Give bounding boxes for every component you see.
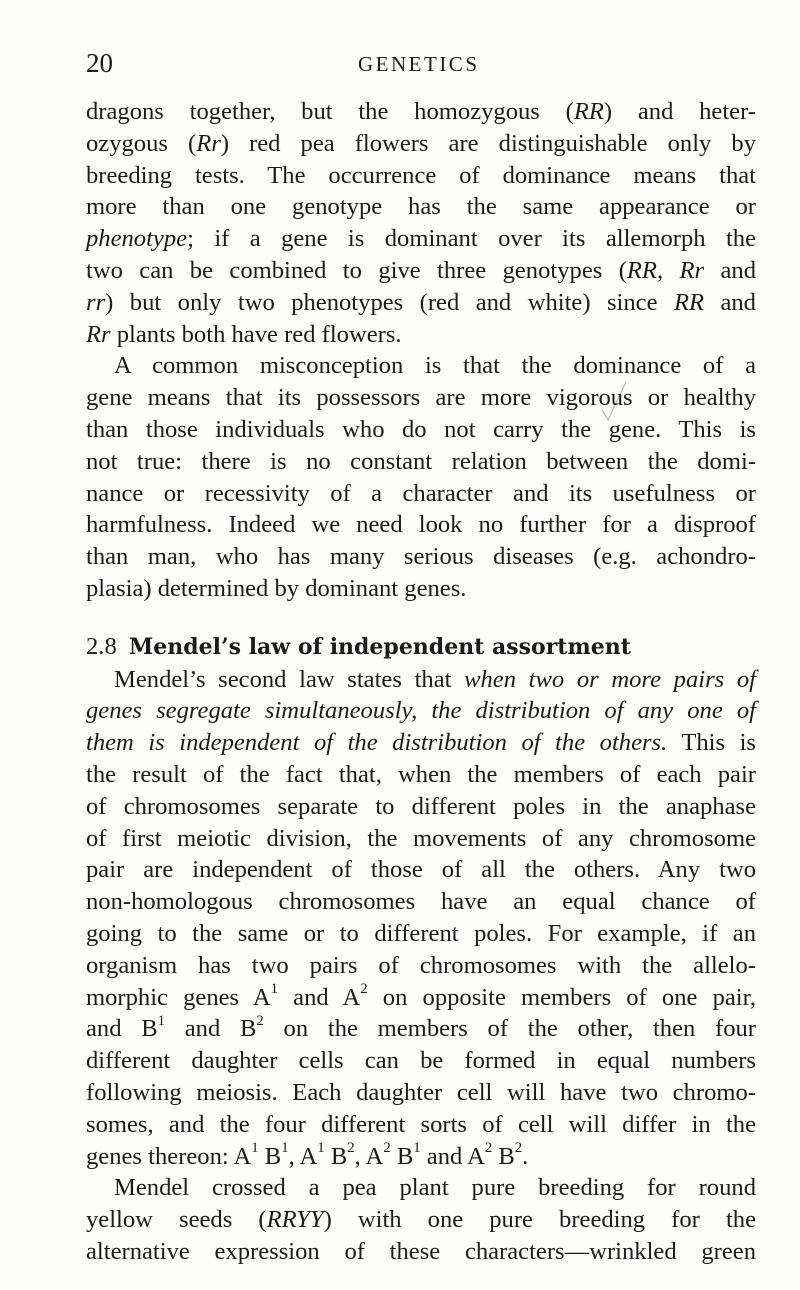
text-line: plasia) determined by dominant genes. <box>86 574 467 602</box>
book-page <box>86 48 756 1268</box>
text-line: of chromosomes separate to different poles in the anaphase <box>86 792 756 820</box>
text-line: of first meiotic division, the movements of any chromosome <box>86 824 756 852</box>
paragraph-misconception <box>86 350 756 604</box>
text-line: different daughter cells can be formed in equal numbers <box>86 1047 756 1075</box>
text-line: rr) but only two phenotypes (red and white) since RR and <box>86 288 756 316</box>
text-line: yellow seeds (RRYY) with one pure breeding for the <box>86 1206 757 1234</box>
page-number: 20 <box>86 48 113 78</box>
text-line: dragons together, but the homozygous (RR) and heter- <box>86 98 756 125</box>
text-line: phenotype; if a gene is dominant over its allemorph the <box>86 225 756 253</box>
text-line: pair are independent of those of all the others. Any two <box>86 856 756 884</box>
text-line: the result of the fact that, when the members of each pair <box>86 760 756 788</box>
text-line: genes thereon: $A^1$ $B^1$, $A^1$ $B^2$, $A^2$ $B^1$ and $A^2$ $B^2$. <box>86 1140 529 1170</box>
text-line: breeding tests. The occurrence of dominance means that <box>86 161 756 189</box>
text-line: nance or recessivity of a character and its usefulness or <box>86 479 756 507</box>
body-text <box>86 96 756 1268</box>
running-head: GENETICS <box>358 52 480 76</box>
text-line: non-homologous chromosomes have an equal chance of <box>86 888 756 916</box>
text-line: and $B^1$ and $B^2$ on the members of the other, then four <box>86 1012 756 1043</box>
section-number: 2.8 <box>86 632 117 660</box>
text-line: two can be combined to give three genotypes (RR, Rr and <box>86 256 756 284</box>
text-line: Mendel’s second law states that when two or more pairs of <box>114 665 757 693</box>
text-line: alternative expression of these characters—wrinkled green <box>86 1237 756 1265</box>
paragraph-second-law <box>86 664 756 1173</box>
text-line: A common misconception is that the dominance of a <box>114 352 756 380</box>
text-line: more than one genotype has the same appearance or <box>86 193 756 221</box>
section-gap <box>86 605 756 631</box>
text-line: them is independent of the distribution of the others. This is <box>86 729 756 757</box>
text-line: morphic genes $A^1$ and $A^2$ on opposite members of one pair, <box>86 981 756 1011</box>
text-line: than those individuals who do not carry the gene. This is <box>86 415 756 443</box>
page-header <box>86 48 756 88</box>
text-line: not true: there is no constant relation between the domi- <box>86 447 756 475</box>
text-line: somes, and the four different sorts of cell will differ in the <box>86 1110 756 1138</box>
paragraph-dominance-phenotype <box>86 96 756 350</box>
text-line: ozygous (Rr) red pea flowers are distinguishable only by <box>86 129 757 157</box>
text-line: going to the same or to different poles. For example, if an <box>86 919 756 947</box>
paragraph-pea-cross <box>86 1172 756 1267</box>
text-line: than man, who has many serious diseases (e.g. achondro- <box>86 543 756 571</box>
section-heading <box>86 631 756 664</box>
text-line: Rr plants both have red flowers. <box>86 320 402 348</box>
text-line: genes segregate simultaneously, the distribution of any one of <box>86 697 756 725</box>
text-line: harmfulness. Indeed we need look no further for a disproof <box>86 511 756 539</box>
section-title: Mendel’s law of independent assortment <box>128 633 631 660</box>
text-line: Mendel crossed a pea plant pure breeding for round <box>114 1174 756 1202</box>
text-line: gene means that its possessors are more vigorous or healthy <box>86 384 756 412</box>
text-line: organism has two pairs of chromosomes with the allelo- <box>86 951 756 979</box>
text-line: following meiosis. Each daughter cell will have two chromo- <box>86 1078 756 1106</box>
